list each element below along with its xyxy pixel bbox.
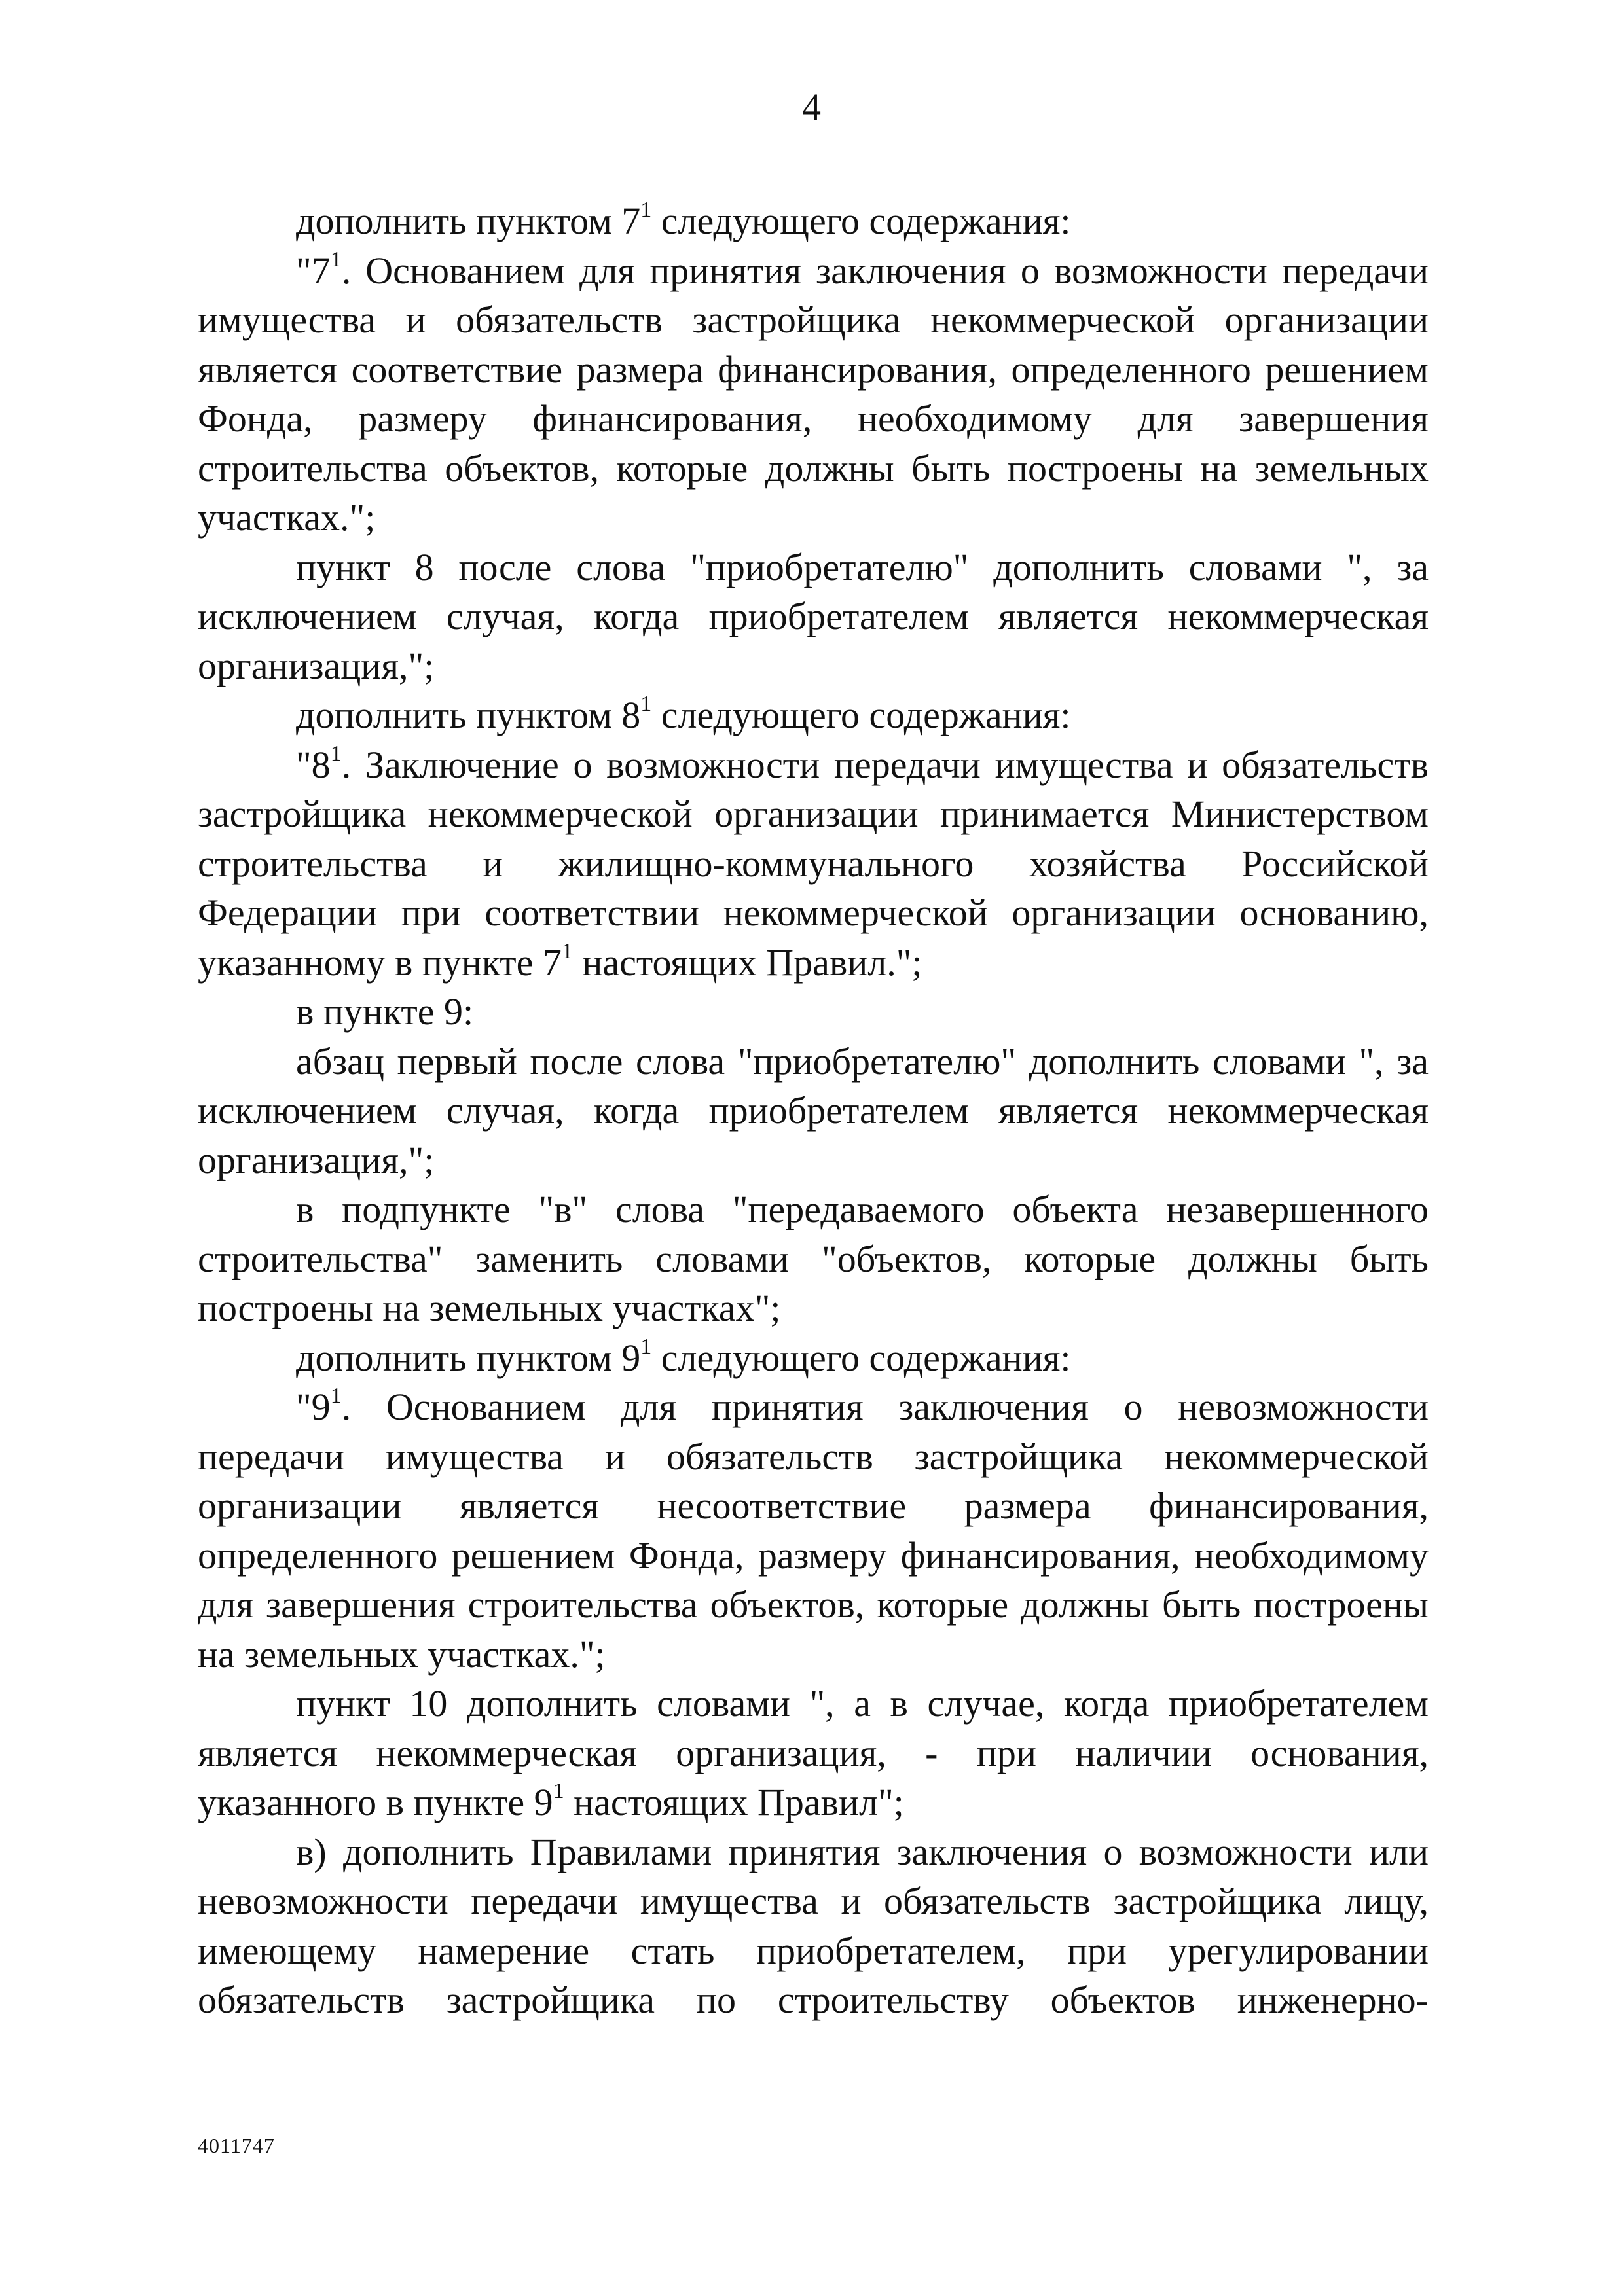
text-run: в подпункте "в" слова "передаваемого объекта незавершенного строительства" заменить словами "объектов, которые должны быть построены на земельных участках"; <box>198 1188 1429 1329</box>
text-run: абзац первый после слова "приобретателю" дополнить словами ", за исключением случая, когда приобретателем является некоммерческая организация,"; <box>198 1039 1429 1181</box>
text-run: "8 <box>296 743 331 786</box>
superscript: 1 <box>553 1779 564 1803</box>
superscript: 1 <box>330 741 342 766</box>
text-run: "7 <box>296 249 331 292</box>
paragraph-8 <box>198 1185 1429 1333</box>
text-run: следующего содержания: <box>651 694 1071 736</box>
superscript: 1 <box>561 939 573 963</box>
text-run: следующего содержания: <box>651 1336 1071 1379</box>
paragraph-7 <box>198 1037 1429 1185</box>
superscript: 1 <box>330 1384 342 1408</box>
text-run: настоящих Правил"; <box>564 1781 904 1823</box>
text-run: следующего содержания: <box>651 200 1071 242</box>
paragraph-4 <box>198 691 1429 740</box>
paragraph-6 <box>198 987 1429 1037</box>
document-code: 4011747 <box>198 2134 275 2157</box>
text-run: дополнить пунктом 8 <box>296 694 641 736</box>
text-run: . Основанием для принятия заключения о возможности передачи имущества и обязательств застройщика некоммерческой организации является соответствие размера финансирования, определенного решением Фонда, размеру финансирования, необходимому для завершения строительства объектов, которые должны быть построены на земельных участках."; <box>198 249 1429 539</box>
superscript: 1 <box>330 247 342 272</box>
text-run: настоящих Правил."; <box>572 941 922 984</box>
text-run: пункт 10 дополнить словами ", а в случае, когда приобретателем является некоммерческая организация, - при наличии основания, указанного в пункте 9 <box>198 1682 1429 1823</box>
document-body <box>198 196 1429 2025</box>
text-run: пункт 8 после слова "приобретателю" дополнить словами ", за исключением случая, когда приобретателем является некоммерческая организация,"; <box>198 545 1429 687</box>
text-run: "9 <box>296 1386 331 1428</box>
paragraph-1 <box>198 196 1429 246</box>
paragraph-3 <box>198 543 1429 691</box>
paragraph-2 <box>198 246 1429 543</box>
paragraph-9 <box>198 1333 1429 1383</box>
paragraph-5 <box>198 740 1429 988</box>
superscript: 1 <box>640 692 652 716</box>
text-run: в пункте 9: <box>296 990 474 1033</box>
text-run: . Основанием для принятия заключения о невозможности передачи имущества и обязательств застройщика некоммерческой организации является несоответствие размера финансирования, определенного решением Фонда, размеру финансирования, необходимому для завершения строительства объектов, которые должны быть построены на земельных участках."; <box>198 1386 1429 1676</box>
paragraph-10 <box>198 1382 1429 1679</box>
text-run: дополнить пунктом 7 <box>296 200 641 242</box>
text-run: . Заключение о возможности передачи имущества и обязательств застройщика некоммерческой организации принимается Министерством строительства и жилищно-коммунального хозяйства Российской Федерации при соответствии некоммерческой организации основанию, указанному в пункте 7 <box>198 743 1429 984</box>
text-run: в) дополнить Правилами принятия заключения о возможности или невозможности передачи имущества и обязательств застройщика лицу, имеющему намерение стать приобретателем, при урегулировании обязательств застройщика по строительству объектов инженерно- <box>198 1830 1429 2021</box>
paragraph-11 <box>198 1679 1429 1827</box>
superscript: 1 <box>640 198 652 222</box>
text-run: дополнить пунктом 9 <box>296 1336 641 1379</box>
superscript: 1 <box>640 1334 652 1359</box>
paragraph-12 <box>198 1827 1429 2025</box>
page-number: 4 <box>802 86 821 128</box>
